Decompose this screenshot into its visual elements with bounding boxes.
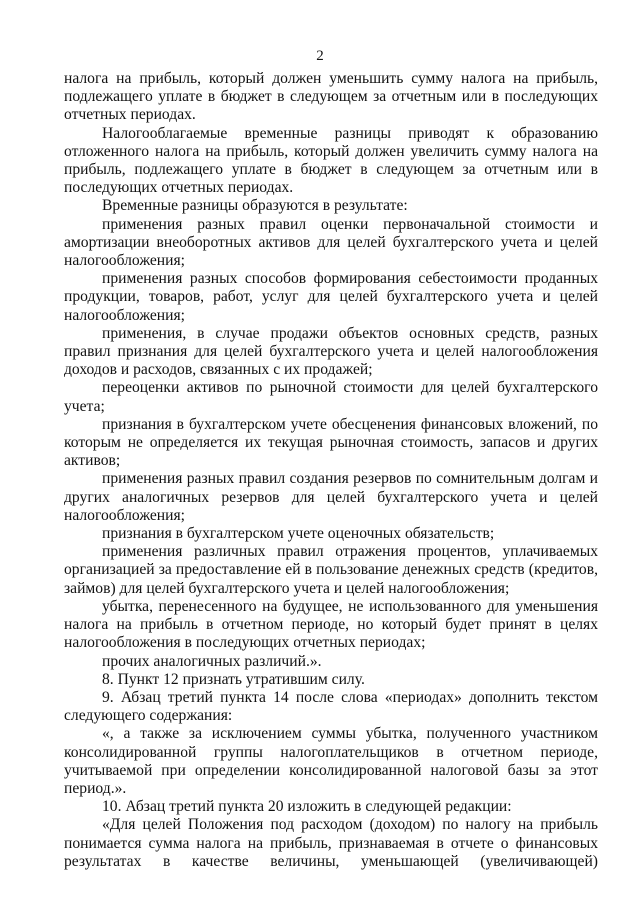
paragraph: признания в бухгалтерском учете оценочных обязательств; [102, 525, 495, 543]
paragraph: 10. Абзац третий пункта 20 изложить в следующей редакции: [102, 798, 512, 816]
page-number: 2 [316, 48, 324, 64]
paragraph: применения различных правил отражения процентов, уплачиваемых организацией за предоставление ей в пользование денежных средств (кредитов, займов) для целей бухгалтерского учета и целей налогообложения; [64, 543, 598, 597]
document-body [64, 70, 598, 871]
paragraph: применения разных правил создания резервов по сомнительным долгам и других аналогичных резервов для целей бухгалтерского учета и целей налогообложения; [64, 470, 598, 524]
paragraph: применения разных способов формирования себестоимости проданных продукции, товаров, работ, услуг для целей бухгалтерского учета и целей налогообложения; [64, 270, 598, 324]
paragraph: 9. Абзац третий пункта 14 после слова «периодах» дополнить текстом следующего содержания: [64, 688, 598, 725]
paragraph: Налогооблагаемые временные разницы приводят к образованию отложенного налога на прибыль, который должен увеличить сумму налога на прибыль, подлежащего уплате в бюджет в следующем за отчетным или в последующих отчетных периодах. [64, 124, 598, 197]
paragraph: признания в бухгалтерском учете обесценения финансовых вложений, по которым не определяется их текущая рыночная стоимость, запасов и других активов; [64, 415, 598, 470]
paragraph: Временные разницы образуются в результате: [102, 197, 408, 215]
paragraph: убытка, перенесенного на будущее, не использованного для уменьшения налога на прибыль в отчетном периоде, но который будет принят в целях налогообложения в последующих отчетных периодах; [64, 597, 598, 652]
paragraph: «, а также за исключением суммы убытка, полученного участником консолидированной группы налогоплательщиков в отчетном периоде, учитываемой при определении консолидированной налоговой базы за этот период.». [64, 725, 598, 797]
paragraph: переоценки активов по рыночной стоимости для целей бухгалтерского учета; [64, 379, 598, 415]
paragraph: 8. Пункт 12 признать утратившим силу. [102, 670, 365, 688]
paragraph: налога на прибыль, который должен уменьшить сумму налога на прибыль, подлежащего уплате в бюджет в следующем за отчетным или в последующих отчетных периодах. [64, 70, 598, 124]
paragraph: применения разных правил оценки первоначальной стоимости и амортизации внеоборотных активов для целей бухгалтерского учета и целей налогообложения; [64, 215, 598, 270]
paragraph: «Для целей Положения под расходом (доходом) по налогу на прибыль понимается сумма налога на прибыль, признаваемая в отчете о финансовых результатах в качестве величины, уменьшающей (увеличивающей) [64, 816, 598, 870]
paragraph: прочих аналогичных различий.». [102, 652, 322, 670]
paragraph: применения, в случае продажи объектов основных средств, разных правил признания для целей бухгалтерского учета и целей налогообложения доходов и расходов, связанных с их продажей; [64, 324, 598, 379]
